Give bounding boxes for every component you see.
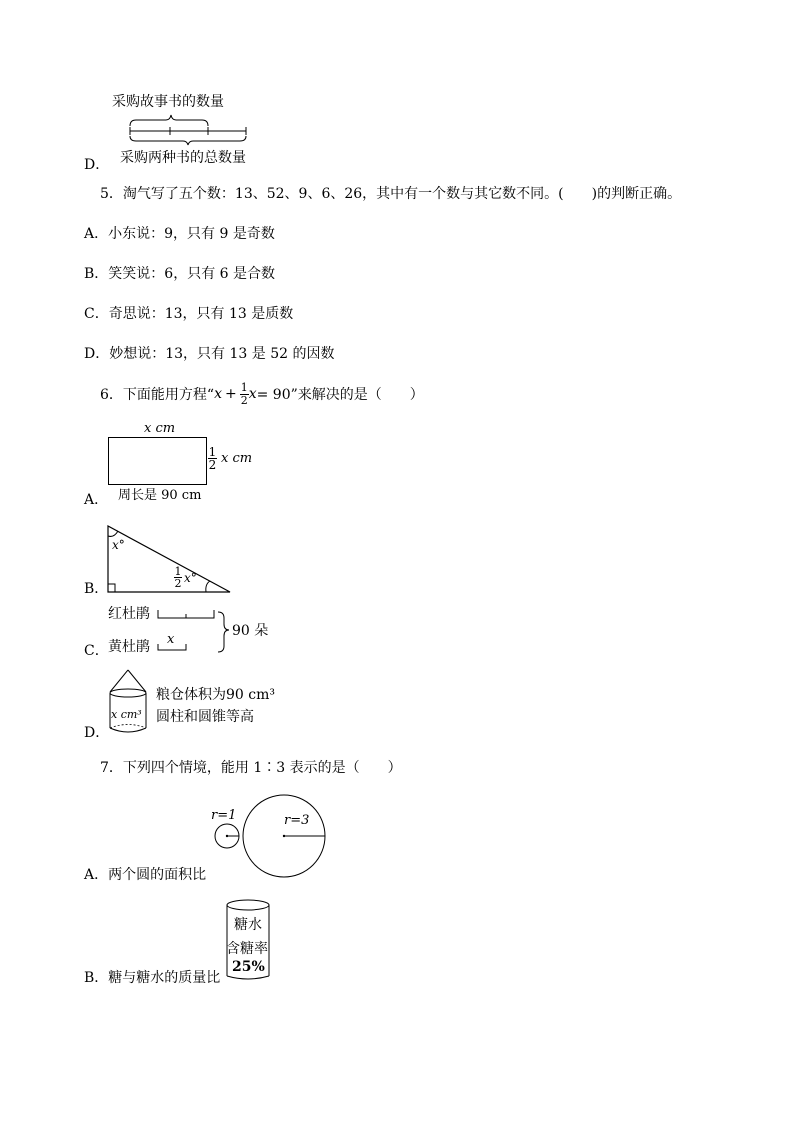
q7-b-label[interactable]: B．糖与糖水的质量比 (84, 970, 221, 986)
q6-c-label[interactable]: C． (84, 643, 109, 659)
q6-c-row2-label: 黄杜鹃 (108, 639, 150, 655)
q5-option-d[interactable]: D．妙想说：13，只有 13 是 52 的因数 (84, 346, 335, 362)
q6-c-x-label: x (167, 632, 175, 647)
q6-b-angle2-fraction (174, 566, 182, 589)
q6-eq-rest: = 90”来解决的是（ ） (256, 387, 424, 403)
q6-b-angle2-label (174, 566, 197, 589)
q6-a-side-label (208, 446, 252, 471)
q6-c-row1-label: 红杜鹃 (108, 606, 150, 622)
q6-a-side-num: 1 (208, 445, 217, 459)
q7-b-jar-text1: 糖水 (234, 917, 262, 933)
q6-a-top-label: x cm (144, 421, 176, 436)
q6-d-cylinder-label: x cm³ (111, 708, 142, 721)
q6-b-triangle (106, 524, 234, 596)
q6-a-side-fraction (208, 446, 217, 471)
q4-d-label: D． (84, 157, 110, 173)
q5-stem: 5．淘气写了五个数：13、52、9、6、26，其中有一个数与其它数不同。( )的判断正确。 (100, 186, 682, 202)
q6-d-granary (106, 668, 154, 738)
q6-b-label[interactable]: B． (84, 581, 109, 597)
q4-d-bottom-text: 采购两种书的总数量 (120, 150, 246, 166)
q4-d-top-text: 采购故事书的数量 (112, 94, 224, 110)
q6-d-label[interactable]: D． (84, 725, 110, 741)
q6-d-line1: 粮仓体积为90 cm³ (156, 687, 275, 703)
q7-a-r3-label: r=3 (284, 813, 310, 828)
q6-a-side-den: 2 (208, 458, 217, 472)
q6-b-angle2-text: x° (184, 570, 197, 585)
q6-b-angle2-den: 2 (174, 577, 182, 590)
q5-option-a[interactable]: A．小东说：9，只有 9 是奇数 (84, 226, 275, 242)
q6-a-side-text: x cm (221, 451, 253, 466)
q6-a-rectangle (108, 437, 207, 485)
q7-stem: 7．下列四个情境，能用 1∶3 表示的是（ ） (100, 760, 402, 776)
q6-eq-x2: x (248, 386, 257, 402)
q7-b-jar-text3: 25% (232, 959, 265, 975)
q6-b-angle2-num: 1 (174, 565, 182, 578)
q6-eq-x: x (214, 386, 222, 402)
q7-a-r1-label: r=1 (211, 808, 237, 823)
q6-eq-frac-den: 2 (240, 393, 248, 407)
q6-eq-fraction (240, 382, 249, 407)
q7-a-circles (212, 793, 332, 879)
q6-a-label[interactable]: A． (84, 492, 109, 508)
q7-a-label[interactable]: A．两个圆的面积比 (84, 867, 207, 883)
q5-option-c[interactable]: C．奇思说：13，只有 13 是质数 (84, 306, 294, 322)
q6-stem (100, 376, 424, 412)
q6-eq-plus: + (224, 386, 237, 402)
q6-a-caption: 周长是 90 cm (118, 488, 202, 503)
q6-stem-prefix: 6．下面能用方程“ (100, 387, 215, 403)
q5-option-b[interactable]: B．笑笑说：6，只有 6 是合数 (84, 266, 276, 282)
q7-b-jar-text2: 含糖率 (226, 941, 268, 957)
q6-d-line2: 圆柱和圆锥等高 (156, 709, 254, 725)
q6-c-total-label: 90 朵 (232, 623, 269, 639)
q6-eq-frac-num: 1 (240, 380, 248, 394)
q4-d-brace-diagram (128, 112, 250, 146)
q6-b-angle1-label: x° (112, 538, 125, 552)
